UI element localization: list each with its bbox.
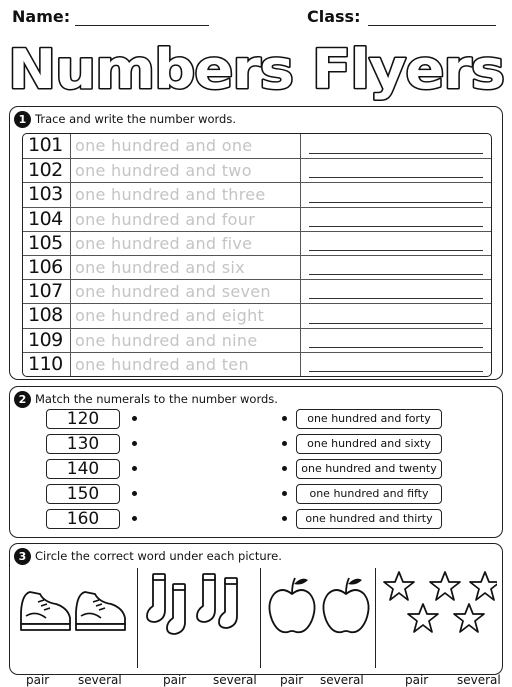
picture-divider — [137, 568, 138, 668]
write-line[interactable] — [309, 226, 483, 227]
page-title — [0, 30, 512, 102]
stars-icon — [377, 570, 497, 642]
section-1-instruction: Trace and write the number words. — [35, 112, 237, 126]
name-field[interactable] — [75, 25, 209, 26]
picture-divider — [375, 568, 376, 668]
section-3-instruction: Circle the correct word under each picture. — [35, 549, 282, 563]
match-dot-left[interactable] — [132, 516, 137, 521]
write-line[interactable] — [309, 323, 483, 324]
trace-words: one hundred and four — [75, 208, 301, 231]
match-dot-left[interactable] — [132, 416, 137, 421]
choice-several[interactable]: several — [457, 673, 501, 687]
trace-words: one hundred and seven — [75, 280, 301, 303]
picture-panel-3 — [262, 568, 374, 687]
trace-words: one hundred and eight — [75, 304, 301, 327]
section-number-2: 2 — [14, 391, 31, 408]
row-numeral: 107 — [23, 280, 71, 303]
sneakers-icon — [16, 572, 134, 642]
row-numeral: 102 — [23, 159, 71, 182]
match-dot-left[interactable] — [132, 491, 137, 496]
picture-divider — [260, 568, 261, 668]
choice-several[interactable]: several — [213, 673, 257, 687]
match-dot-right[interactable] — [282, 516, 287, 521]
trace-row — [23, 231, 491, 255]
numeral-box[interactable]: 130 — [46, 434, 120, 454]
numeral-box[interactable]: 120 — [46, 409, 120, 429]
picture-panel-1 — [14, 568, 134, 687]
numeral-box[interactable]: 160 — [46, 509, 120, 529]
write-line[interactable] — [309, 202, 483, 203]
row-numeral: 103 — [23, 183, 71, 206]
section-match — [9, 386, 503, 538]
row-numeral: 105 — [23, 232, 71, 255]
match-dot-right[interactable] — [282, 466, 287, 471]
choice-several[interactable]: several — [78, 673, 122, 687]
trace-row — [23, 303, 491, 327]
row-numeral: 101 — [23, 134, 71, 158]
write-line[interactable] — [309, 153, 483, 154]
section-circle — [9, 543, 503, 687]
number-word-box[interactable]: one hundred and twenty — [296, 459, 442, 479]
trace-words: one hundred and five — [75, 232, 301, 255]
number-word-box[interactable]: one hundred and thirty — [296, 509, 442, 529]
write-line[interactable] — [309, 274, 483, 275]
trace-words: one hundred and nine — [75, 329, 301, 352]
write-line[interactable] — [309, 250, 483, 251]
choice-pair[interactable]: pair — [280, 673, 304, 687]
numeral-box[interactable]: 150 — [46, 484, 120, 504]
write-line[interactable] — [309, 177, 483, 178]
picture-panel-2 — [139, 568, 259, 687]
row-numeral: 108 — [23, 304, 71, 327]
picture-panel-4 — [377, 568, 501, 687]
trace-row — [23, 207, 491, 231]
choice-several[interactable]: several — [320, 673, 364, 687]
trace-words: one hundred and two — [75, 159, 301, 182]
section-number-3: 3 — [14, 548, 31, 565]
trace-words: one hundred and ten — [75, 353, 301, 376]
write-line[interactable] — [309, 298, 483, 299]
number-word-box[interactable]: one hundred and forty — [296, 409, 442, 429]
match-dot-right[interactable] — [282, 491, 287, 496]
socks-icon — [141, 570, 259, 642]
choice-pair[interactable]: pair — [26, 673, 50, 687]
name-label: Name: — [12, 7, 71, 26]
trace-table — [22, 133, 492, 377]
trace-words: one hundred and one — [75, 134, 301, 158]
number-word-box[interactable]: one hundred and sixty — [296, 434, 442, 454]
row-numeral: 110 — [23, 353, 71, 376]
match-dot-left[interactable] — [132, 441, 137, 446]
class-field[interactable] — [368, 25, 496, 26]
row-numeral: 104 — [23, 208, 71, 231]
row-numeral: 106 — [23, 256, 71, 279]
trace-row — [23, 182, 491, 206]
write-line[interactable] — [309, 371, 483, 372]
trace-row — [23, 352, 491, 376]
trace-words: one hundred and three — [75, 183, 301, 206]
class-label: Class: — [307, 7, 361, 26]
choice-pair[interactable]: pair — [163, 673, 187, 687]
trace-row — [23, 134, 491, 158]
match-dot-left[interactable] — [132, 466, 137, 471]
match-dot-right[interactable] — [282, 441, 287, 446]
trace-words: one hundred and six — [75, 256, 301, 279]
number-word-box[interactable]: one hundred and fifty — [296, 484, 442, 504]
apples-icon — [264, 572, 374, 642]
section-number-1: 1 — [14, 111, 31, 128]
trace-row — [23, 328, 491, 352]
write-line[interactable] — [309, 347, 483, 348]
page-title-text: Numbers Flyers — [8, 38, 504, 101]
choice-pair[interactable]: pair — [405, 673, 429, 687]
trace-row — [23, 279, 491, 303]
match-dot-right[interactable] — [282, 416, 287, 421]
numeral-box[interactable]: 140 — [46, 459, 120, 479]
section-trace — [9, 106, 503, 380]
row-numeral: 109 — [23, 329, 71, 352]
section-2-instruction: Match the numerals to the number words. — [35, 392, 278, 406]
trace-row — [23, 255, 491, 279]
trace-row — [23, 158, 491, 182]
